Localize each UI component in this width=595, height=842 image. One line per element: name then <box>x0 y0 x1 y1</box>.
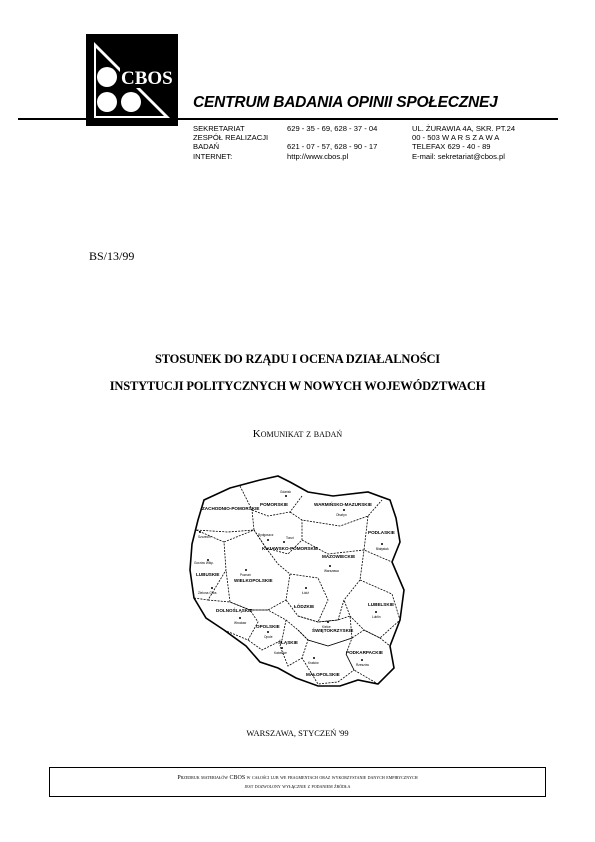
copyright-line-2: jest dozwolony wyłącznie z podaniem źródła <box>244 784 351 790</box>
title-line-2: INSTYTUCJI POLITYCZNYCH W NOWYCH WOJEWÓDZTWACH <box>109 379 486 393</box>
phone-numbers <box>287 133 377 142</box>
document-number: BS/13/99 <box>89 249 135 263</box>
region-podkarpackie: PODKARPACKIE <box>346 650 383 655</box>
phone-numbers: 629 - 35 - 69, 628 - 37 - 04 <box>287 124 378 133</box>
city-lublin: Lublin <box>372 615 381 619</box>
city-olsztyn: Olsztyn <box>336 513 347 517</box>
region-warminsko-mazurskie: WARMIŃSKO-MAZURSKIE <box>314 502 372 507</box>
contact-phones <box>287 124 377 161</box>
city-krakow: Kraków <box>308 661 319 665</box>
city-katowice: Katowice <box>274 651 287 655</box>
poland-voivodeships-map <box>168 470 420 710</box>
website-link[interactable]: http://www.cbos.pl <box>287 151 349 161</box>
region-podlaskie: PODLASKIE <box>368 530 395 535</box>
contact-label: BADAŃ <box>193 142 220 152</box>
city-zielona-gora: Zielona Góra <box>198 591 217 595</box>
region-malopolskie: MAŁOPOLSKIE <box>306 672 340 677</box>
telefax: TELEFAX 629 - 40 - 89 <box>412 142 491 152</box>
copyright-line-1: Przedruk materiałów CBOS w całości lub we fragmentach oraz wykorzystanie danych empirycznych <box>177 775 418 781</box>
region-lubuskie: LUBUSKIE <box>196 572 220 577</box>
contact-label: INTERNET: <box>193 151 233 161</box>
city-lodz: Łódź <box>302 591 309 595</box>
cbos-logo <box>86 34 178 126</box>
region-lubelskie: LUBELSKIE <box>368 602 395 607</box>
region-swietokrzyskie: ŚWIĘTOKRZYSKIE <box>312 628 354 633</box>
contact-label: ZESPÓŁ REALIZACJI <box>193 133 269 143</box>
region-slaskie: ŚLĄSKIE <box>278 640 298 645</box>
city-kielce: Kielce <box>322 625 331 629</box>
contact-labels <box>193 124 268 161</box>
region-zachodniopomorskie: ZACHODNIO-POMORSKIE <box>202 506 260 511</box>
city-opole: Opole <box>264 635 273 639</box>
city-szczecin: Szczecin <box>198 535 211 539</box>
city-torun: Toruń <box>286 536 294 540</box>
organization-name: CENTRUM BADANIA OPINII SPOŁECZNEJ <box>193 94 498 111</box>
city-gdansk: Gdańsk <box>280 490 291 494</box>
email-link[interactable]: E-mail: sekretariat@cbos.pl <box>412 151 505 161</box>
contact-label: SEKRETARIAT <box>193 124 245 133</box>
contact-address <box>412 124 515 161</box>
region-pomorskie: POMORSKIE <box>260 502 289 507</box>
document-type: Komunikat z badań <box>252 428 343 440</box>
city-warszawa: Warszawa <box>324 569 339 573</box>
region-kujawsko-pomorskie: KUJAWSKO-POMORSKIE <box>262 546 319 551</box>
region-opolskie: OPOLSKIE <box>256 624 280 629</box>
header-rule <box>18 118 558 120</box>
postal-city: 00 - 503 W A R S Z A W A <box>412 133 500 143</box>
city-bydgoszcz: Bydgoszcz <box>258 533 274 537</box>
region-wielkopolskie: WIELKOPOLSKIE <box>234 578 273 583</box>
title-line-1: STOSUNEK DO RZĄDU I OCENA DZIAŁALNOŚCI <box>155 352 440 366</box>
region-dolnoslaskie: DOLNOŚLĄSKIE <box>216 608 253 613</box>
city-rzeszow: Rzeszów <box>356 663 369 667</box>
copyright-notice-box <box>49 767 546 797</box>
city-poznan: Poznań <box>240 573 251 577</box>
city-bialystok: Białystok <box>376 547 389 551</box>
logo-text: CBOS <box>121 68 173 89</box>
place-and-date: WARSZAWA, STYCZEŃ '99 <box>246 728 349 738</box>
city-wroclaw: Wrocław <box>234 621 247 625</box>
region-lodzkie: ŁÓDZKIE <box>294 604 315 609</box>
phone-numbers: 621 - 07 - 57, 628 - 90 - 17 <box>287 142 378 152</box>
region-mazowieckie: MAZOWIECKIE <box>322 554 356 559</box>
street-address: UL. ŻURAWIA 4A, SKR. PT.24 <box>412 124 516 133</box>
city-gorzow: Gorzów Wlkp. <box>194 561 214 565</box>
